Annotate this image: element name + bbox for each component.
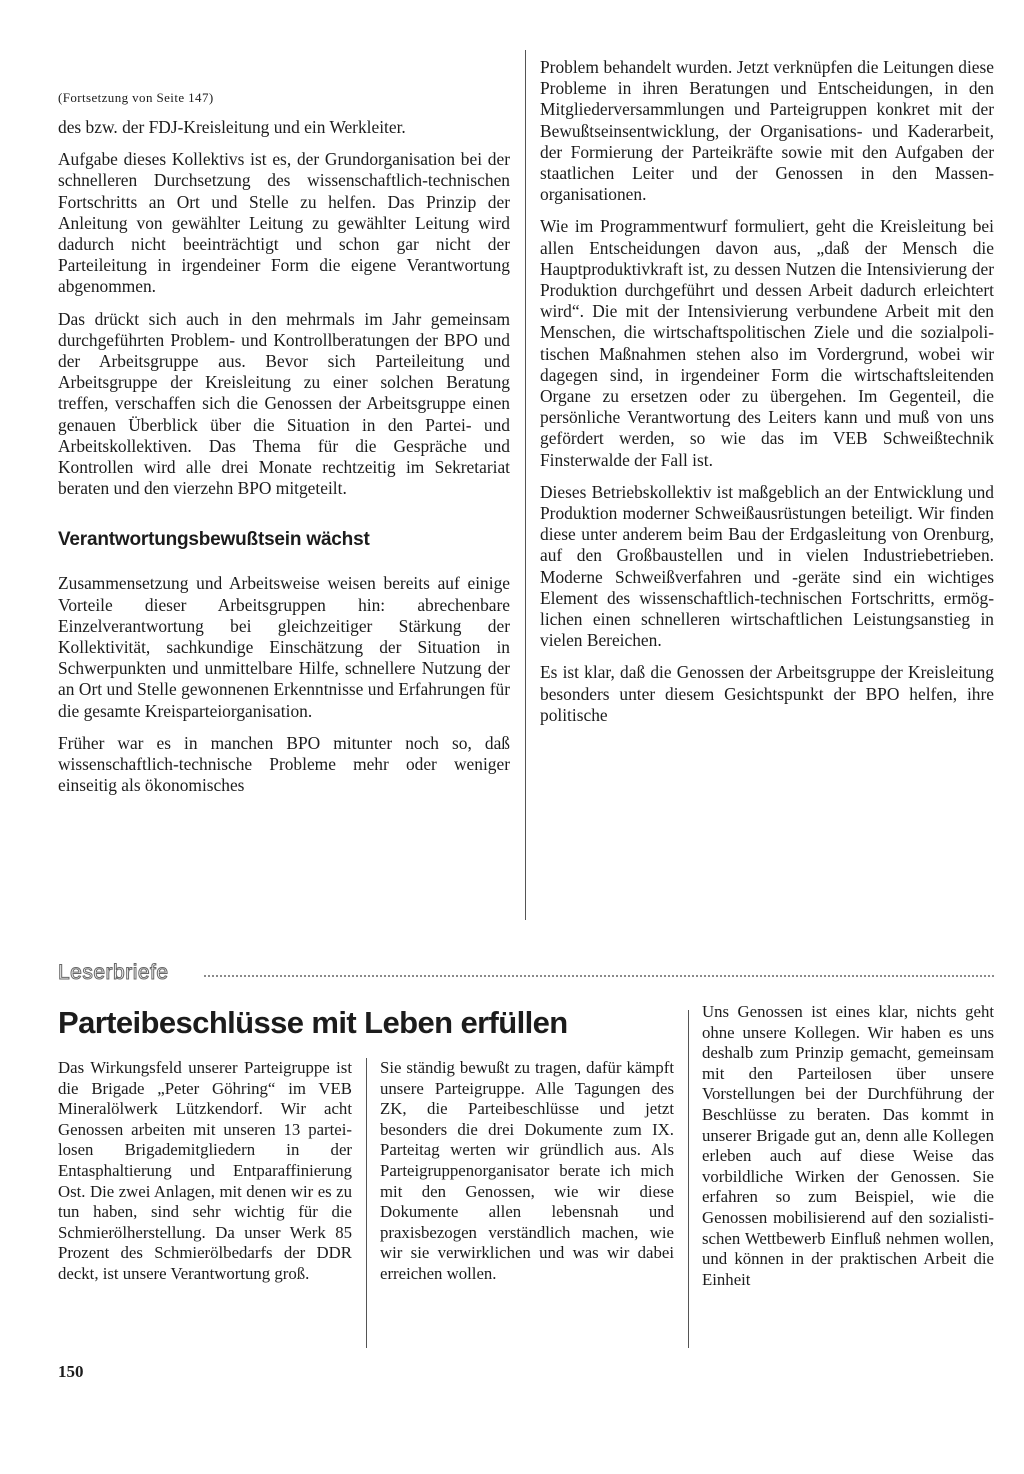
left-paragraph-1: des bzw. der FDJ-Kreisleitung und ein Werkleiter. [58,117,406,137]
page-number: 150 [58,1362,84,1381]
right-paragraph-3: Dieses Betriebskollektiv ist maßgeblich an der Entwicklung und Produktion moderner Schweißausrüstungen beteiligt. Wir finden diese unter anderem beim Bau der Erdgasleitung von Orenburg, auf den Großbaustellen und in vielen Industriebetrieben. Moderne Schweißverfahren und -geräte sind ein wichtiges Element des wissenschaftlich-technischen Fortschritts, ermöglichen einen schnelleren wirtschaftlichen Leistungsanstieg in vielen Bereichen. [540,481,994,651]
right-paragraph-4: Es ist klar, daß die Genossen der Arbeitsgruppe der Kreisleitung besonders unter diesem Gesichtspunkt der BPO helfen, ihre politische [540,662,994,725]
right-article-column [540,57,994,737]
letter-column-divider-1 [366,1058,367,1348]
letter-column-3: Uns Genossen ist eines klar, nichts geht ohne unsere Kollegen. Wir haben es uns deshalb zum Prinzip gemacht, gemeinsam mit den Parteilosen über unsere Vorstellungen bei der Durchführung der Beschlüsse zu beraten. Das kommt in unserer Brigade gut an, denn alle Kollegen erleben auch auf diese Weise das vorbildliche Wirken der Genossen. Sie erfahren so zum Beispiel, wie die Genossen mobilisierend auf den sozialistischen Wettbewerb Einfluß nehmen wollen, und können in der praktischen Arbeit die Einheit [702,1002,994,1289]
left-paragraph-2: Aufgabe dieses Kollektivs ist es, der Grundorganisation bei der schnelleren Durchsetzung des wissenschaftlich-technischen Fortschritts an Ort und Stelle zu helfen. Das Prinzip der Anleitung von gewählter Leitung zu gewählter Leitung wird dadurch nicht beeinträchtigt und schon gar nicht der Parteileitung in irgendeiner Form die eigene Verantwortung abgenommen. [58,149,510,297]
right-paragraph-2: Wie im Programmentwurf formuliert, geht die Kreisleitung bei allen Entscheidungen davon aus, „daß der Mensch die Hauptproduktivkraft ist, zu dessen Nutzen die Intensivierung der Produktion durchgeführt und dessen Arbeit dadurch erleichtert wird“. Die mit der Intensivierung verbundene Arbeit mit den Menschen, die wirtschaftspolitischen Ziele und die sozialpolitischen Maßnahmen stehen also im Vordergrund, wobei wir dagegen sind, in irgendeiner Form die wirtschaftsleitenden Organe zu ersetzen oder zu übergehen. Im Gegenteil, die persönliche Verantwortung des Leiters kann und muß von uns gefördert werden, so wie das im VEB Schweißtechnik Finsterwalde der Fall ist. [540,216,994,470]
letter-column-1: Das Wirkungsfeld unserer Parteigruppe ist die Brigade „Peter Göhring“ im VEB Mineralölwerk Lützkendorf. Wir acht Genossen arbeiten mit unseren 13 parteilosen Brigademitgliedern in der Entasphaltierung und Entparaffinierung Ost. Die zwei Anlagen, mit denen wir es zu tun haben, sind sehr wichtig für die Schmierölherstellung. Da unser Werk 85 Prozent des Schmierölbedarfs der DDR deckt, ist unsere Verantwortung groß. [58,1058,352,1283]
letter-headline: Parteibeschlüsse mit Leben erfüllen [58,1005,568,1040]
section-subheading: Verantwortungsbewußtsein wächst [58,529,370,551]
letter-column-2: Sie ständig bewußt zu tragen, dafür kämpft unsere Parteigruppe. Alle Tagungen des ZK, die Parteibeschlüsse und jetzt besonders die drei Dokumente zum IX. Parteitag werten wir gründlich aus. Als Parteigruppenorganisator berate ich mich mit den Genossen, wie wir diese Dokumente allen lebensnah und praxisbezogen verständlich machen, wie wir sie verwirklichen und was wir dabei erreichen wollen. [380,1058,674,1283]
letters-rubric: Leserbriefe [58,961,169,984]
rubric-divider-line [204,975,994,977]
letter-column-divider-2 [688,1010,689,1348]
left-article-column [58,90,510,807]
left-paragraph-3: Das drückt sich auch in den mehrmals im Jahr gemeinsam durchgeführten Problem- und Kontrollberatungen der BPO und der Arbeitsgruppe aus. Bevor sich Parteileitung und Arbeitsgruppe der Kreisleitung zu einer solchen Beratung treffen, verschaffen sich die Genossen der Arbeitsgruppe einen genauen Überblick über die Situation in den Partei- und Arbeitskollektiven. Das Thema für die Gespräche und Kontrollen wird alle drei Monate rechtzeitig im Sekretariat beraten und den vierzehn BPO mitgeteilt. [58,308,510,499]
right-paragraph-1: Problem behandelt wurden. Jetzt verknüpfen die Leitungen diese Probleme in ihren Beratungen und Entscheidungen, in den Mitgliederversammlungen und Parteigruppen konkret mit der Bewußtseinsentwicklung, der Organisations- und Kaderarbeit, der Formierung der Parteikräfte sowie mit den Aufgaben der staatlichen Leiter und der Genossen in den Massenorganisationen. [540,57,994,205]
left-paragraph-4: Zusammensetzung und Arbeitsweise weisen bereits auf einige Vorteile dieser Arbeitsgruppen hin: abrechenbare Einzelverantwortung bei gleichzeitiger Stärkung der Kollektivität, sachkundige Einschätzung der Situation in Schwerpunkten und unmittelbare Hilfe, schnellere Nutzung der an Ort und Stelle gewonnenen Erkenntnisse und Erfahrungen für die gesamte Kreisparteiorganisation. [58,573,510,721]
column-divider [525,50,526,920]
left-paragraph-5: Früher war es in manchen BPO mitunter noch so, daß wissenschaftlich-technische Probleme mehr oder weniger einseitig als ökonomisches [58,732,510,796]
continued-note: (Fortsetzung von Seite 147) [58,90,214,105]
